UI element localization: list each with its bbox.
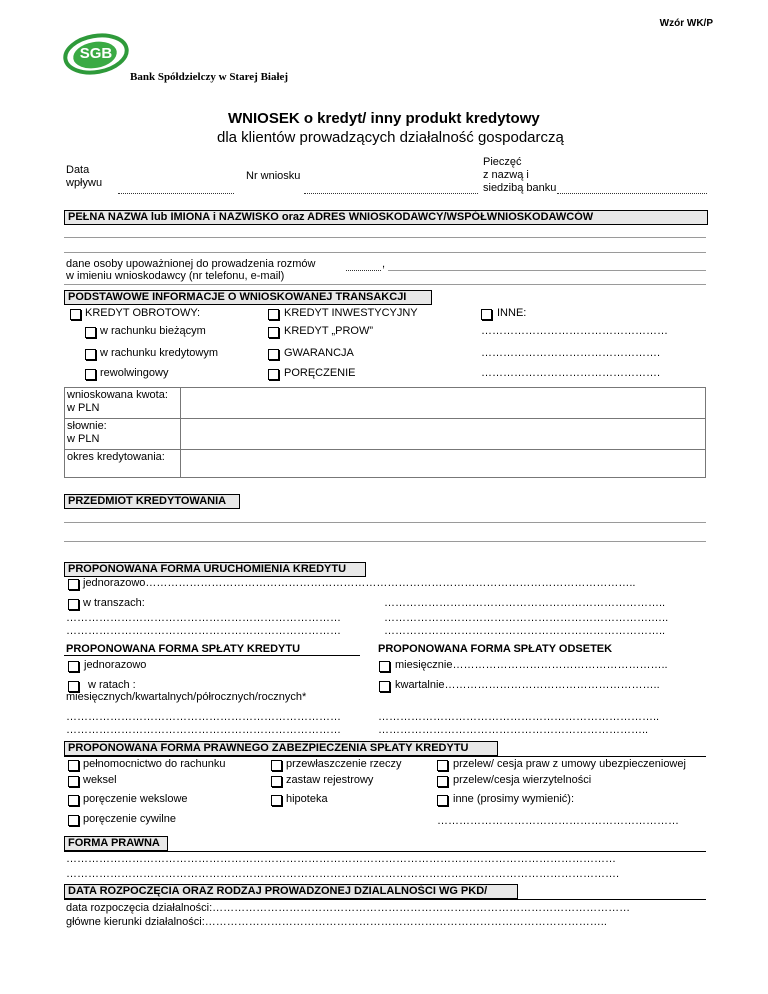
logo-text: SGB <box>79 45 113 62</box>
transze-left-line-1[interactable]: ………………………………………………………………… <box>66 612 341 624</box>
checkbox-przewlaszczenie[interactable] <box>271 760 282 771</box>
checkbox-rewolwingowy[interactable] <box>85 369 96 380</box>
legal-form-heading: FORMA PRAWNA <box>64 836 168 851</box>
cesja-ubezpieczenie-label: przelew/ cesja praw z umowy ubezpieczeniowej <box>453 758 686 770</box>
checkbox-weksel[interactable] <box>68 776 79 787</box>
przewlaszczenie-label: przewłaszczenie rzeczy <box>286 758 402 770</box>
words-label: słownie: <box>67 420 107 432</box>
splata-line-2[interactable]: ………………………………………………………………… <box>66 724 341 736</box>
activity-main-field[interactable]: główne kierunki działalności:……………………………………………………………………………………………….. <box>66 916 607 928</box>
bank-name: Bank Spółdzielczy w Starej Białej <box>130 71 289 83</box>
inne-label: INNE: <box>497 307 527 319</box>
hipoteka-label: hipoteka <box>286 793 328 805</box>
checkbox-zastaw[interactable] <box>271 776 282 787</box>
inne-line-3[interactable]: …………………………………………. <box>481 367 661 379</box>
splata-raty-detail: miesięcznych/kwartalnych/półrocznych/rocznych* <box>66 691 307 703</box>
poreczenie-cywilne-label: poręczenie cywilne <box>83 813 176 825</box>
inne-zabezpieczenie-label: inne (prosimy wymienić): <box>453 793 575 805</box>
date-label-2: wpływu <box>66 177 103 189</box>
form-title: WNIOSEK o kredyt/ inny produkt kredytowy <box>228 110 540 127</box>
transze-right-line-1[interactable]: ………………………………………………………………….. <box>384 597 666 609</box>
weksel-label: weksel <box>83 774 117 786</box>
words-field[interactable] <box>181 419 706 450</box>
contact-email-field[interactable] <box>388 270 706 271</box>
checkbox-poreczenie[interactable] <box>268 369 279 380</box>
odsetki-kwartalnie-label: kwartalnie………………………………………………….. <box>395 679 660 691</box>
inne-line-2[interactable]: …………………………………………. <box>481 347 661 359</box>
activity-heading: DATA ROZPOCZĘCIA ORAZ RODZAJ PROWADZONEJ DZIALALNOŚCI WG PKD/ <box>64 884 518 899</box>
checkbox-cesja-wierzytelnosci[interactable] <box>437 776 448 787</box>
activity-rule <box>64 899 706 900</box>
contact-separator: , <box>382 258 386 270</box>
applicant-line-3 <box>64 284 706 285</box>
rachunek-kredytowy-label: w rachunku kredytowym <box>100 347 218 359</box>
checkbox-inne-zabezpieczenie[interactable] <box>437 795 448 806</box>
applicant-heading: PEŁNA NAZWA lub IMIONA i NAZWISKO oraz ADRES WNIOSKODAWCY/WSPÓŁWNIOSKODAWCÓW <box>64 210 708 225</box>
checkbox-odsetki-kwartalnie[interactable] <box>379 681 390 692</box>
zastaw-label: zastaw rejestrowy <box>286 774 374 786</box>
repayment-heading: PROPONOWANA FORMA SPŁATY KREDYTU <box>66 643 301 655</box>
checkbox-uruchomienie-jednorazowo[interactable] <box>68 579 79 590</box>
checkbox-kredyt-prow[interactable] <box>268 327 279 338</box>
repayment-heading-rule <box>64 655 360 656</box>
transze-right-line-3[interactable]: ………………………………………………………………….. <box>384 625 666 637</box>
inne-line-1[interactable]: …………………………………………… <box>481 325 668 337</box>
sgb-logo <box>62 33 132 78</box>
stamp-field[interactable] <box>557 193 707 194</box>
amount-label: wnioskowana kwota: <box>67 389 168 401</box>
splata-jednorazowo-label: jednorazowo <box>84 659 147 671</box>
checkbox-transze[interactable] <box>68 599 79 610</box>
inne-zabezpieczenie-line[interactable]: ………………………………………………………… <box>437 815 679 827</box>
transaction-heading: PODSTAWOWE INFORMACJE O WNIOSKOWANEJ TRANSAKCJI <box>64 290 432 305</box>
poreczenie-label: PORĘCZENIE <box>284 367 356 379</box>
gwarancja-label: GWARANCJA <box>284 347 354 359</box>
contact-label: dane osoby upoważnionej do prowadzenia rozmów <box>66 258 316 270</box>
checkbox-poreczenie-cywilne[interactable] <box>68 815 79 826</box>
security-rule <box>64 756 706 757</box>
stamp-label-2: z nazwą i <box>483 169 529 181</box>
disbursement-heading: PROPONOWANA FORMA URUCHOMIENIA KREDYTU <box>64 562 366 577</box>
checkbox-cesja-ubezpieczenie[interactable] <box>437 760 448 771</box>
transze-right-line-2[interactable]: ……………………………………………………………….….. <box>384 612 669 624</box>
cesja-wierzytelnosci-label: przelew/cesja wierzytelności <box>453 774 592 786</box>
splata-raty-label: w ratach : <box>88 679 136 691</box>
stamp-label-3: siedzibą banku <box>483 182 557 194</box>
checkbox-hipoteka[interactable] <box>271 795 282 806</box>
splata-line-1[interactable]: ………………………………………………………………… <box>66 711 341 723</box>
period-field[interactable] <box>181 450 706 478</box>
checkbox-rachunek-kredytowy[interactable] <box>85 349 96 360</box>
transze-label: w transzach: <box>83 597 145 609</box>
interest-heading: PROPONOWANA FORMA SPŁATY ODSETEK <box>378 643 613 655</box>
odsetki-line-2[interactable]: ……………………………………………………………….. <box>378 724 649 736</box>
kredyt-prow-label: KREDYT „PROW” <box>284 325 374 337</box>
checkbox-rachunek-biezacy[interactable] <box>85 327 96 338</box>
applicant-line-2[interactable] <box>64 252 706 253</box>
contact-label-2: w imieniu wnioskodawcy (nr telefonu, e-mail) <box>66 270 285 282</box>
form-subtitle: dla klientów prowadzących działalność gospodarczą <box>217 129 564 146</box>
legal-form-line-1[interactable]: …………………………………………………………………………………………………………………………………… <box>66 853 616 865</box>
contact-phone-field[interactable] <box>346 270 381 271</box>
pelnomocnictwo-label: pełnomocnictwo do rachunku <box>83 758 226 770</box>
odsetki-line-1[interactable]: ………………………………………………………………….. <box>378 711 660 723</box>
period-label: okres kredytowania: <box>67 451 165 463</box>
date-field[interactable] <box>118 193 234 194</box>
transze-left-line-2[interactable]: ………………………………………………………………… <box>66 625 341 637</box>
checkbox-poreczenie-wekslowe[interactable] <box>68 795 79 806</box>
checkbox-gwarancja[interactable] <box>268 349 279 360</box>
legal-form-rule <box>64 851 706 852</box>
number-label: Nr wniosku <box>246 170 301 182</box>
checkbox-odsetki-miesiecznie[interactable] <box>379 661 390 672</box>
kredyt-obrotowy-label: KREDYT OBROTOWY: <box>85 307 201 319</box>
purpose-line-1[interactable] <box>64 522 706 523</box>
checkbox-pelnomocnictwo[interactable] <box>68 760 79 771</box>
checkbox-splata-jednorazowo[interactable] <box>68 661 79 672</box>
applicant-line-1[interactable] <box>64 237 706 238</box>
legal-form-line-2[interactable]: ……………………………………………………………………………………………………………………………………. <box>66 868 620 880</box>
amount-field[interactable] <box>181 388 706 419</box>
rachunek-biezacy-label: w rachunku bieżącym <box>100 325 206 337</box>
uruchomienie-jednorazowo-label: jednorazowo…………………………………………………………………………………………………………………….. <box>83 577 636 589</box>
poreczenie-wekslowe-label: poręczenie wekslowe <box>83 793 188 805</box>
date-label: Data <box>66 164 90 176</box>
purpose-line-2[interactable] <box>64 541 706 542</box>
purpose-heading: PRZEDMIOT KREDYTOWANIA <box>64 494 240 509</box>
checkbox-inne[interactable] <box>481 309 492 320</box>
rewolwingowy-label: rewolwingowy <box>100 367 169 379</box>
amount-table <box>64 387 706 478</box>
checkbox-kredyt-obrotowy[interactable] <box>70 309 81 320</box>
kredyt-inwestycyjny-label: KREDYT INWESTYCYJNY <box>284 307 418 319</box>
security-heading: PROPONOWANA FORMA PRAWNEGO ZABEZPIECZENIA SPŁATY KREDYTU <box>64 741 498 756</box>
activity-start-field[interactable]: data rozpoczęcia działalności:…………………………………………………………………………………………………… <box>66 902 631 914</box>
odsetki-miesiecznie-label: miesięcznie………………………………………………….. <box>395 659 668 671</box>
checkbox-kredyt-inwestycyjny[interactable] <box>268 309 279 320</box>
amount-label-2: w PLN <box>67 402 100 414</box>
form-code: Wzór WK/P <box>659 18 713 29</box>
words-label-2: w PLN <box>67 433 100 445</box>
stamp-label: Pieczęć <box>483 156 522 168</box>
number-field[interactable] <box>304 193 478 194</box>
